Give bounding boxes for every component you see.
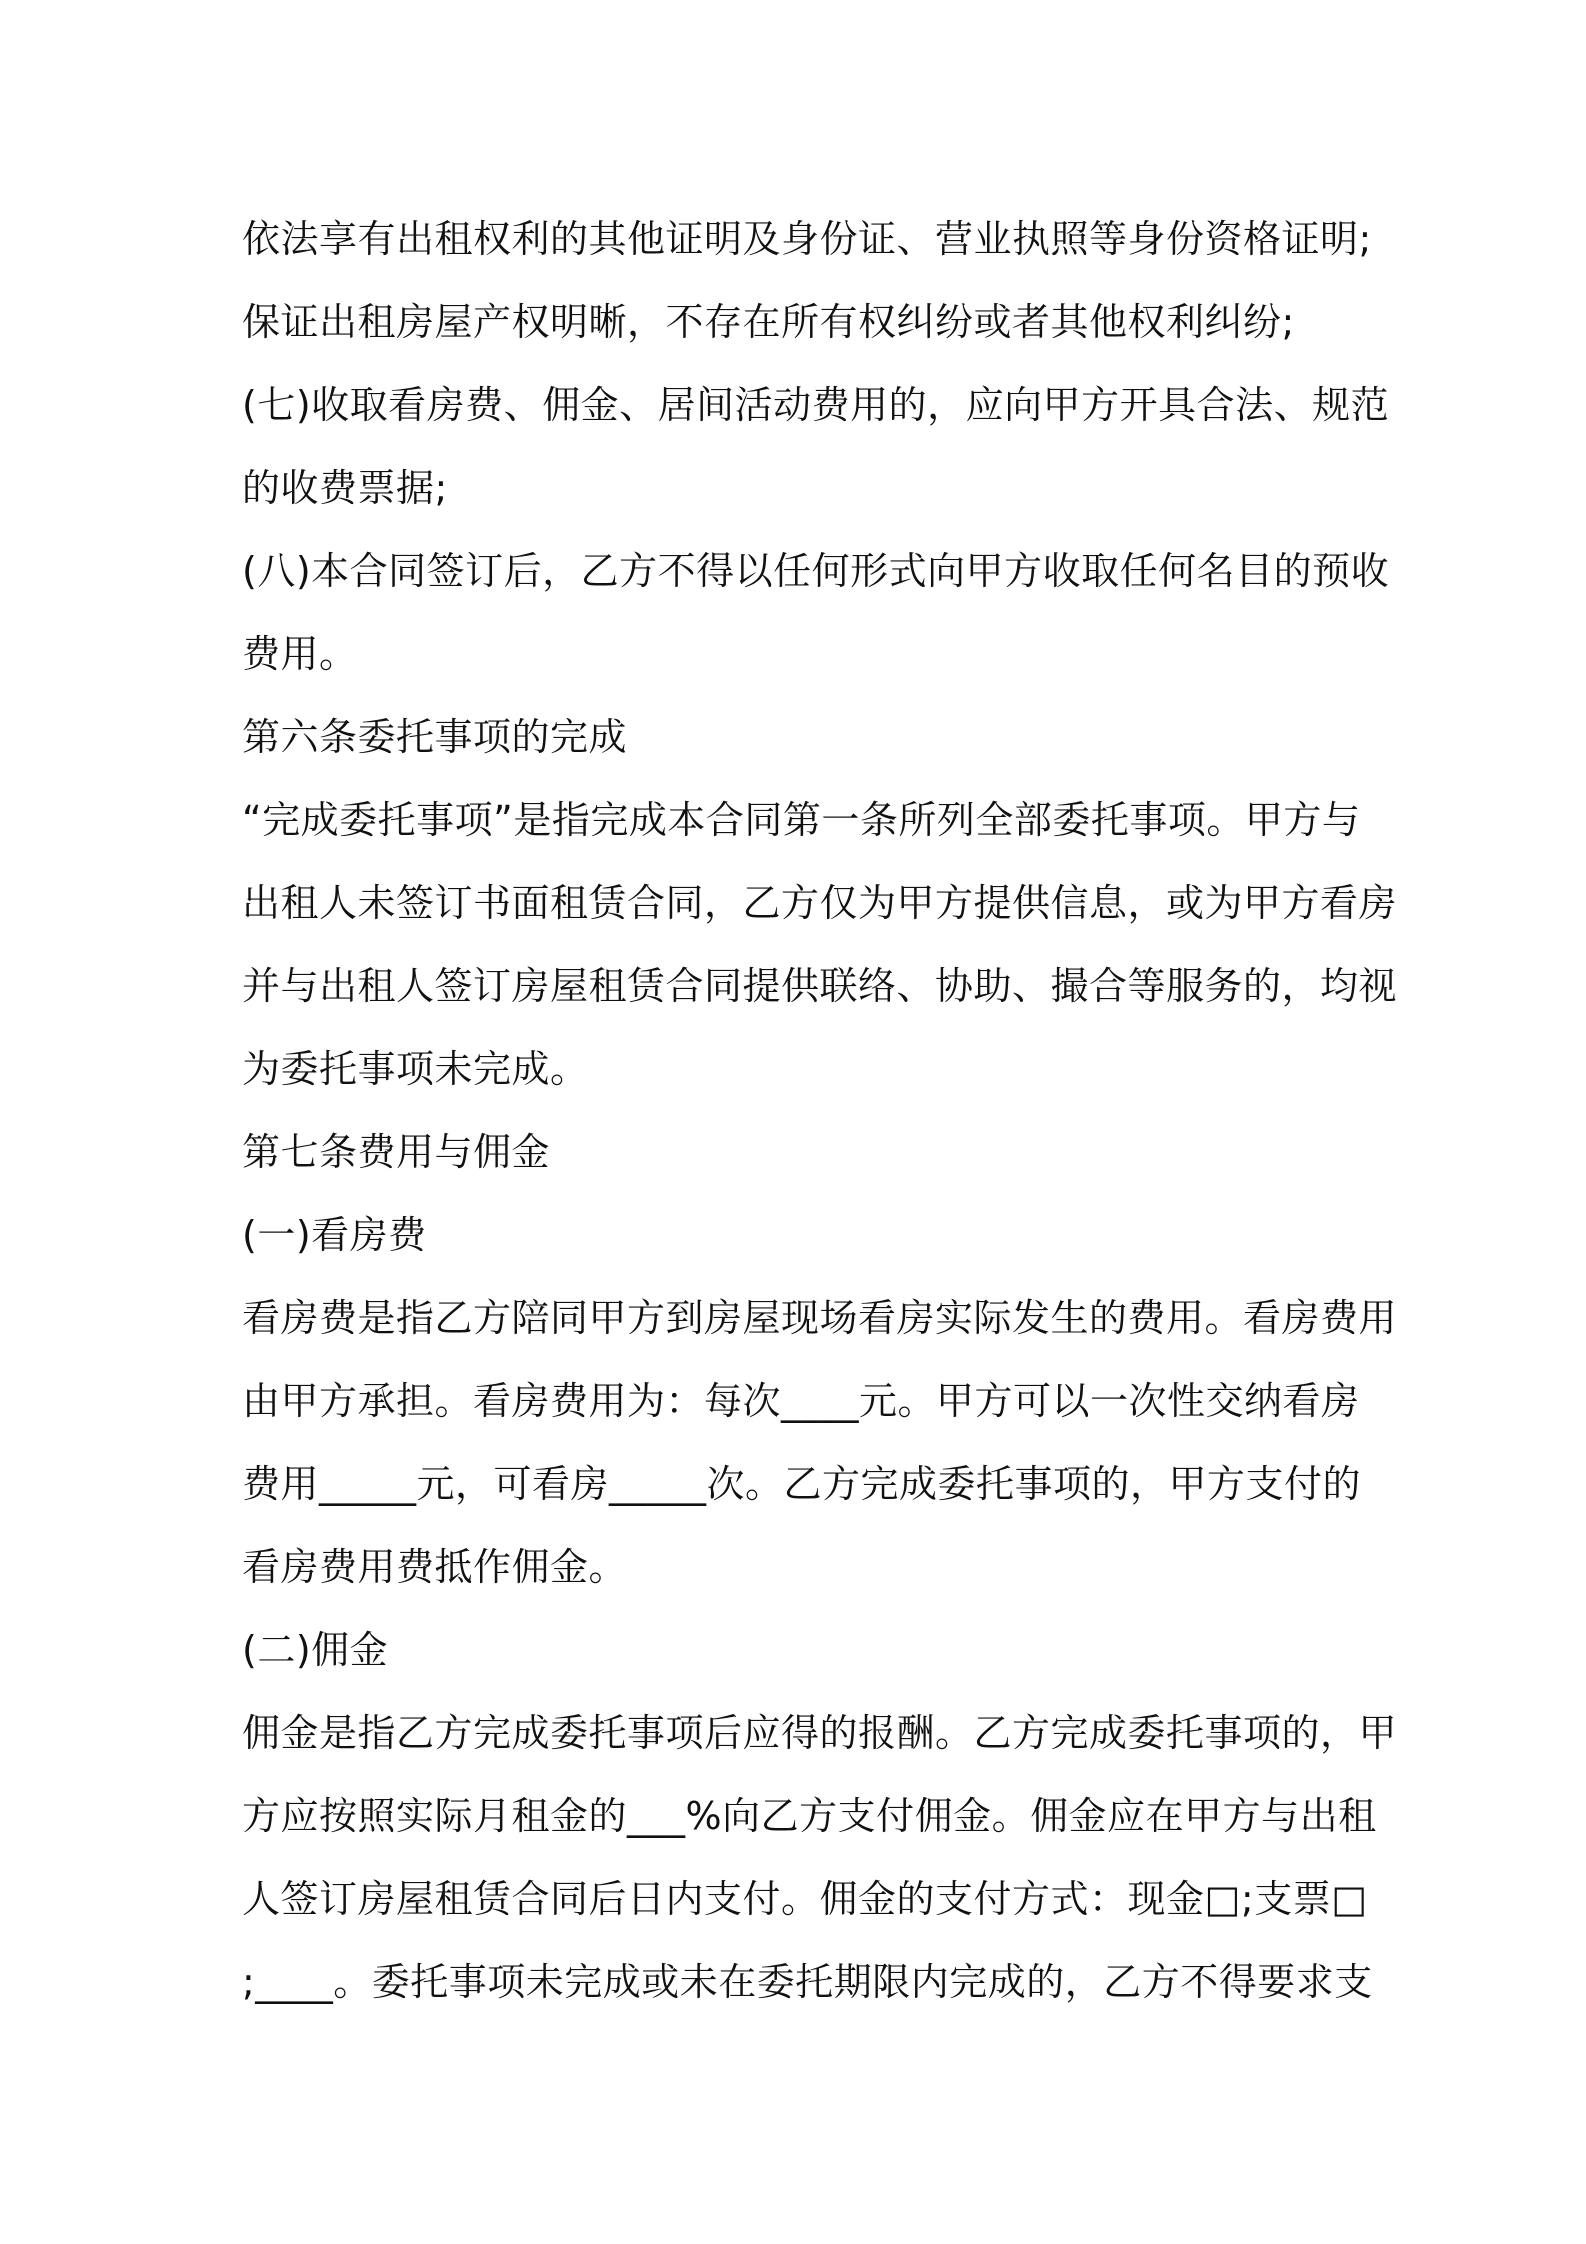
text-line: 由甲方承担。看房费用为：每次____元。甲方可以一次性交纳看房: [242, 1379, 1360, 1423]
section-heading: 第七条费用与佣金: [242, 1130, 551, 1174]
subsection-heading: (二)佣金: [242, 1628, 389, 1672]
text-line: 保证出租房屋产权明晰，不存在所有权纠纷或者其他权利纠纷;: [242, 300, 1295, 344]
text-line: 为委托事项未完成。: [242, 1047, 589, 1091]
text-line: (七)收取看房费、佣金、居间活动费用的，应向甲方开具合法、规范: [242, 383, 1390, 427]
text-line: 方应按照实际月租金的___%向乙方支付佣金。佣金应在甲方与出租: [242, 1794, 1377, 1838]
text-line: 并与出租人签订房屋租赁合同提供联络、协助、撮合等服务的，均视: [242, 964, 1398, 1008]
text-line: 看房费是指乙方陪同甲方到房屋现场看房实际发生的费用。看房费用: [242, 1296, 1398, 1340]
text-line: 依法享有出租权利的其他证明及身份证、营业执照等身份资格证明;: [242, 217, 1372, 261]
document-body: [242, 198, 1398, 2024]
text-line: 的收费票据;: [242, 466, 448, 510]
text-line: 出租人未签订书面租赁合同，乙方仅为甲方提供信息，或为甲方看房: [242, 881, 1398, 925]
text-line: 费用_____元，可看房_____次。乙方完成委托事项的，甲方支付的: [242, 1462, 1362, 1506]
text-line: 人签订房屋租赁合同后日内支付。佣金的支付方式：现金□;支票□: [242, 1877, 1368, 1921]
text-line: 费用。: [242, 632, 358, 676]
text-line: ;____。委托事项未完成或未在委托期限内完成的，乙方不得要求支: [242, 1960, 1373, 2004]
text-line: 佣金是指乙方完成委托事项后应得的报酬。乙方完成委托事项的，甲: [242, 1711, 1398, 1755]
text-line: (八)本合同签订后，乙方不得以任何形式向甲方收取任何名目的预收: [242, 549, 1390, 593]
subsection-heading: (一)看房费: [242, 1213, 427, 1257]
section-heading: 第六条委托事项的完成: [242, 715, 628, 759]
text-line: “完成委托事项”是指完成本合同第一条所列全部委托事项。甲方与: [242, 798, 1361, 842]
text-line: 看房费用费抵作佣金。: [242, 1545, 628, 1589]
